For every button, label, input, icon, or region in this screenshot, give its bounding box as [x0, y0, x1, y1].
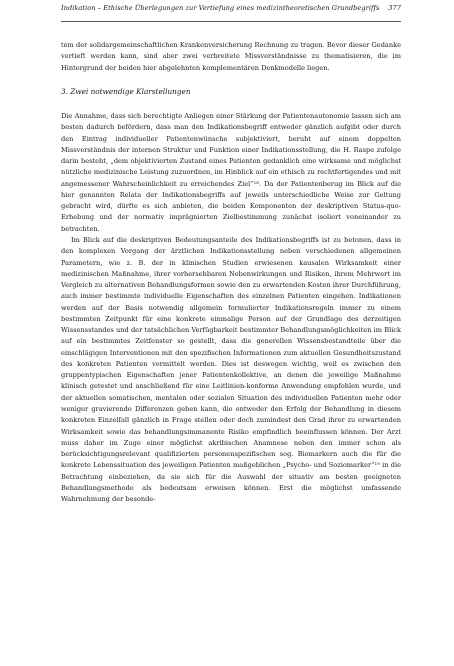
page-number: 377: [388, 4, 401, 12]
paragraph-annahme: Die Annahme, dass sich berechtigte Anliegen einer Stärkung der Patientenautonomie lassen sich am besten dadurch befördern, dass man den Indikationsbegriff entweder gänzlich aufgibt oder durch den Eintrag individueller Patientenwünsche subjektiviert, beruht auf einem doppelten Missverständnis der internen Struktur und Funktion einer Indikationsstellung, die H. Raspe zufolge darin besteht, „dem objektivierten Zustand eines Patienten gedanklich eine wirksame und möglichst nützliche medizinische Leistung zuzuordnen, im Hinblick auf ein ethisch zu rechtfertigendes und mit angemessener Wahrscheinlichkeit zu erreichendes Ziel“¹⁸. Da der Patientenberug im Blick auf die hier genannten Relata der Indikationsbegriffs auf jeweils unterschiedliche Weise zur Geltung gebracht wird, dürfte es sich anbieten, die beiden Komponenten der deskriptiven Status-quo-Erhebung und der normativ imprägnierten Zielbestimmung zunächst isoliert voneinander zu betrachten.: [61, 112, 401, 233]
running-header: [61, 4, 401, 22]
paragraph-continuation: tem der solidargemeinschaftlichen Krankenversicherung Rechnung zu tragen. Bevor dieser Gedanke vertieft werden kann, sind aber zwei verbreitete Missverständnisse zu thematisieren, die im Hintergrund der beiden hier abgelehnten komplementären Denkmodelle liegen.: [61, 41, 401, 72]
section-heading: 3. Zwei notwendige Klarstellungen: [61, 86, 191, 96]
paragraph-deskriptiv: Im Blick auf die deskriptiven Bedeutungsanteile des Indikationsbegriffs ist zu betonen, dass in den komplexen Vorgang der ärztlichen Indikationsstellung neben verschiedenen allgemeinen Parametern, wie z. B. der in klinischen Studien erwiesenen kausalen Wirksamkeit einer medizinischen Maßnahme, ihrer vorhersehbaren Nebenwirkungen und Risiken, ihrem Mehrwert im Vergleich zu alternativen Behandlungsformen sowie den zu erwartenden Kosten ihrer Durchführung, auch immer bestimmte individuelle Eigenschaften des einzelnen Patienten eingehen. Indikationen werden auf der Basis notwendig allgemein formulierter Indikationsregeln immer zu einem bestimmten Zeitpunkt für eine konkrete einmalige Person auf der Grundlage des derzeitigen Wissensstandes und der tatsächlichen Verfügbarkeit bestimmter Behandlungsmöglichkeiten im Blick auf ein bestimmtes Zeitfenster so gestellt, dass die generellen Wissensbestandteile über die einschlägigen Interventionen mit den spezifischen Informationen zum aktuellen Gesundheitszustand des konkreten Patienten vermittelt werden. Dies ist deswegen wichtig, weil es zwischen den gruppentypischen Eigenschaften jener Patientenkollektive, an denen die jeweilige Maßnahme klinisch getestet und anschließend für eine Leitlinien-konforme Anwendung empfohlen wurde, und der aktuellen somatischen, mentalen oder sozialen Situation des individuellen Patienten mehr oder weniger gravierende Differenzen geben kann, die entweder den Erfolg der Behandlung in diesem konkreten Einzelfall gänzlich in Frage stellen oder doch zumindest den Grad ihrer zu erwartenden Wirksamkeit sowie das behandlungsimmanente Risiko empfindlich beeinflussen können. Der Arzt muss daher im Zuge einer möglichst akribischen Anamnese neben den immer schon als berücksichtigungsrelevant qualifizierten personenspezifischen sog. Biomarkern auch die für die konkrete Lebenssituation des jeweiligen Patienten maßgeblichen „Psycho- und Soziomarker“¹⁹ in die Betrachtung einbeziehen, da sie sich für die Auswahl der situativ am besten geeigneten Behandlungsmethode als bedeutsam erweisen können. Erst die möglichst umfassende Wahrnehmung der besonde-: [61, 235, 401, 504]
running-title: Indikation – Ethische Überlegungen zur Vertiefung eines medizintheoretischen Grundbegriffs: [61, 4, 380, 12]
body-text: [61, 40, 401, 505]
